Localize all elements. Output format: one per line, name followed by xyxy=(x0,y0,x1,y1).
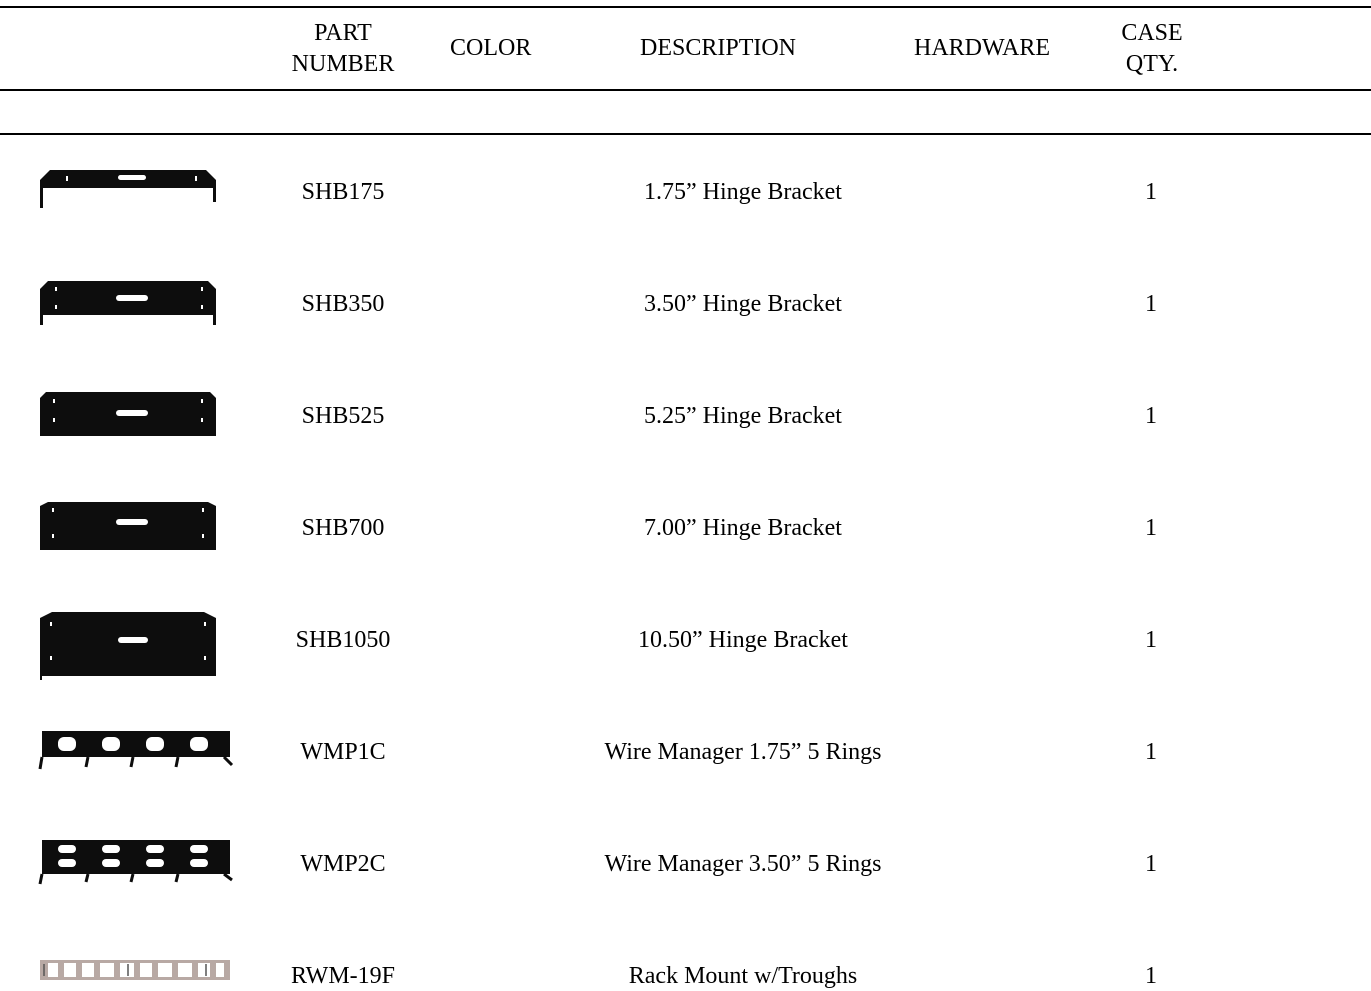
case-qty: 1 xyxy=(1145,627,1157,653)
top-rule xyxy=(0,6,1371,8)
description: Wire Manager 1.75” 5 Rings xyxy=(604,739,882,765)
case-qty: 1 xyxy=(1145,515,1157,541)
rack-mount-troughs-icon xyxy=(38,958,234,982)
case-qty: 1 xyxy=(1145,403,1157,429)
header-part-number xyxy=(286,18,400,80)
case-qty: 1 xyxy=(1145,179,1157,205)
case-qty: 1 xyxy=(1145,739,1157,765)
hinge-bracket-2u-icon xyxy=(38,279,218,327)
header-color: COLOR xyxy=(450,35,532,61)
header-case-qty-line1: CASE xyxy=(1121,20,1183,46)
header-part-number-line1: PART xyxy=(314,20,372,46)
part-number: SHB700 xyxy=(301,515,385,541)
case-qty: 1 xyxy=(1145,291,1157,317)
description: 1.75” Hinge Bracket xyxy=(644,179,842,205)
header-part-number-line2: NUMBER xyxy=(291,51,395,77)
part-number: SHB525 xyxy=(301,403,385,429)
wire-manager-1u-icon xyxy=(38,729,234,775)
header-case-qty-line2: QTY. xyxy=(1125,51,1179,77)
part-number: SHB175 xyxy=(301,179,385,205)
hinge-bracket-3u-icon xyxy=(38,390,218,440)
description: 7.00” Hinge Bracket xyxy=(644,515,842,541)
part-number: WMP2C xyxy=(300,851,386,877)
header-description: DESCRIPTION xyxy=(640,35,797,61)
description: 10.50” Hinge Bracket xyxy=(638,627,848,653)
part-number: SHB1050 xyxy=(295,627,391,653)
part-number: WMP1C xyxy=(300,739,386,765)
wire-manager-2u-icon xyxy=(38,838,234,888)
hinge-bracket-6u-icon xyxy=(38,610,218,680)
header-hardware: HARDWARE xyxy=(914,35,1050,61)
header-rule xyxy=(0,89,1371,91)
hinge-bracket-1u-icon xyxy=(38,166,218,210)
header-case-qty xyxy=(1112,18,1192,80)
description: Wire Manager 3.50” 5 Rings xyxy=(604,851,882,877)
description: Rack Mount w/Troughs xyxy=(628,963,858,989)
section-rule xyxy=(0,133,1371,135)
description: 5.25” Hinge Bracket xyxy=(644,403,842,429)
case-qty: 1 xyxy=(1145,963,1157,989)
part-number: RWM-19F xyxy=(290,963,396,989)
part-number: SHB350 xyxy=(301,291,385,317)
case-qty: 1 xyxy=(1145,851,1157,877)
hinge-bracket-4u-icon xyxy=(38,500,218,552)
description: 3.50” Hinge Bracket xyxy=(644,291,842,317)
